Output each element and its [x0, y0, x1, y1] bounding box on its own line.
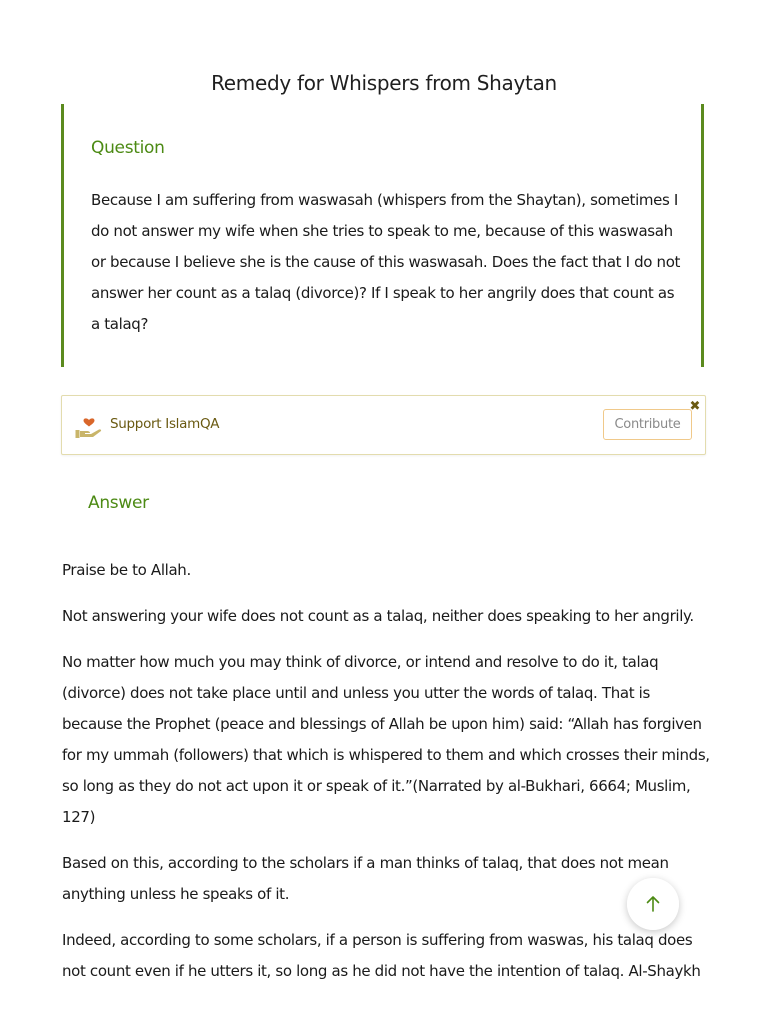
answer-paragraph: Not answering your wife does not count as a talaq, neither does speaking to her angrily.	[62, 607, 694, 625]
answer-paragraph: No matter how much you may think of divorce, or intend and resolve to do it, talaq (divorce) does not take place until and unless you utter the words of talaq. That is because the Prophet (peace and blessings of Allah be upon him) said: “Allah has forgiven for my ummah (followers) that which is whispered to them and which crosses their minds, so long as they do not act upon it or speak of it.”(Narrated by al-Bukhari, 6664; Muslim, 127)	[62, 653, 710, 826]
question-heading: Question	[91, 138, 165, 158]
contribute-button[interactable]: Contribute	[603, 409, 692, 440]
arrow-up-icon	[646, 895, 660, 913]
scroll-to-top-button[interactable]	[627, 878, 679, 930]
support-banner	[61, 395, 706, 455]
answer-paragraph: Praise be to Allah.	[62, 561, 191, 579]
donation-hand-heart-icon	[74, 410, 104, 440]
question-box	[61, 104, 704, 367]
answer-body	[62, 555, 710, 1002]
support-label: Support IslamQA	[110, 416, 220, 432]
question-text: Because I am suffering from waswasah (whispers from the Shaytan), sometimes I do not answer my wife when she tries to speak to me, because of this waswasah or because I believe she is the cause of this waswasah. Does the fact that I do not answer her count as a talaq (divorce)? If I speak to her angrily does that count as a talaq?	[91, 191, 681, 333]
page-title: Remedy for Whispers from Shaytan	[211, 71, 557, 95]
answer-paragraph: Based on this, according to the scholars if a man thinks of talaq, that does not mean anything unless he speaks of it.	[62, 854, 669, 903]
answer-heading: Answer	[88, 493, 149, 513]
answer-paragraph: Indeed, according to some scholars, if a person is suffering from waswas, his talaq does not count even if he utters it, so long as he did not have the intention of talaq. Al-Shaykh	[62, 931, 701, 980]
close-icon[interactable]: ✖	[689, 399, 701, 414]
